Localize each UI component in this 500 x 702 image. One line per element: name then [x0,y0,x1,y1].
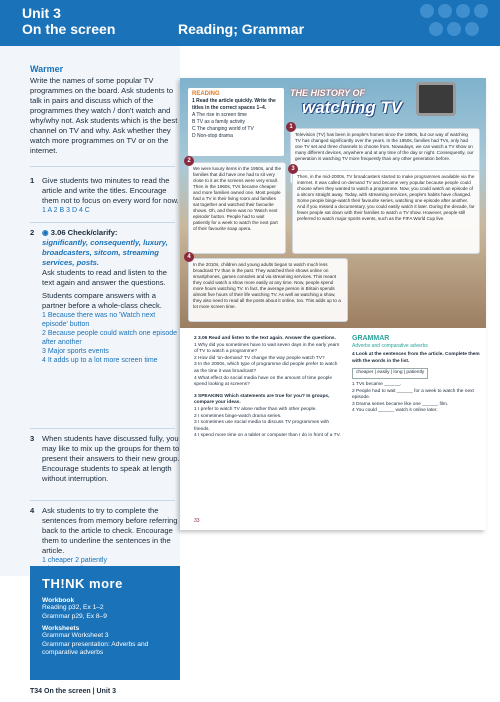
worksheets-label: Worksheets [42,625,80,632]
workbook-line-2: Grammar p29, Ex 8–9 [42,612,107,620]
question-4: 4 What effect do social media have on the amount of time people spend looking at screens? [194,375,333,388]
step-4 [30,506,180,574]
question-3: 3 In the 2000s, which type of programme did people prefer to watch as the time it was broadcast? [194,362,338,374]
step-text: When students have discussed fully, you may like to mix up the groups for them to present their answers to their new group. Encourage students to speak at length without interruption. [42,434,180,483]
question-1: 1 Why did you sometimes have to wait seven days in the early years of TV to watch a programme? [194,342,340,355]
step-text: Give students two minutes to read the article and write the titles. Encourage them not to focus on every word for now. [42,176,179,205]
statement-4: 4 I spend more time on a tablet or computer than I do in front of a TV. [194,433,341,439]
paragraph-4: In the 2010s, children and young adults began to watch much less broadcast TV than in the past. They watched their shows online on smartphones, games consoles and via streaming services. This meant they could watch a show more easily at any time. Now, people spend more hours watching TV. In fact, the average person in Britain spends almost five hours of their life watching TV. As well as watching a show, they also need to read all the posts about it online, too. This adds up to a lot more screen time. [193,262,341,309]
workbook-line-1: Reading p32, Ex 1–2 [42,604,104,611]
reading-task: 1 Read the article quickly. Write the titles in the correct spaces 1–4. [192,98,276,111]
badge-2: 2 [184,156,194,166]
paragraph-4-card [188,258,348,322]
step-number: 1 [30,176,35,185]
reading-heading: READING [192,91,220,97]
word-list: cheaper | easily | long | patiently [352,368,428,379]
warmer-section [30,64,180,156]
unit-number: Unit 3 [22,5,61,21]
grammar-item-1: 1 TVs became ______. [352,381,402,387]
option-c: C The changing world of TV [192,126,254,132]
questions-column [194,336,342,440]
grammar-subheading: Adverbs and comparative adverbs [352,342,428,349]
think-more-title: TH!NK more [42,576,123,591]
page-footer: T34 On the screen | Unit 3 [30,688,116,695]
step-2 [30,228,180,365]
step-number: 2 [30,228,35,237]
section-title: Reading; Grammar [178,21,305,37]
title-line-1: THE HISTORY OF [290,88,366,98]
think-more-box [30,566,180,680]
grammar-item-2: 2 People had to wait ______ for a week to watch the next episode. [352,388,474,401]
step-3 [30,434,180,484]
statement-2: 2 I sometimes binge-watch drama series. [194,413,282,419]
audio-icon[interactable]: ◉ [42,228,49,237]
student-page-number: 33 [194,518,200,524]
grammar-task: 4 Look at the sentences from the article. Complete them with the words in the list. [352,352,480,364]
warmer-text: Write the names of some popular TV programmes on the board. Ask students to talk in pairs and discuss which of the programmes they watch / don't watch and why/why not. Ask students which is the best channel on TV and why. Ask whether they watch more programmes on TV or on the internet. [30,76,178,155]
reading-task-box [188,88,284,156]
question-2: 2 How did 'on-demand' TV change the way people watch TV? [194,355,325,361]
option-d: D Non-stop drama [192,133,233,139]
answer-4: 4 It adds up to a lot more screen time [42,357,158,364]
answer-2: 2 Because people could watch one episode after another [42,330,178,346]
clarify-words: significantly, consequently, luxury, broadcasters, sitcom, streaming services, posts. [42,238,168,267]
badge-1: 1 [286,122,296,132]
worksheets-line-2: Grammar presentation: Adverbs and comparative adverbs [42,640,149,656]
unit-name: On the screen [22,21,116,37]
title-line-2: watching TV [302,98,403,117]
grammar-column [352,336,480,415]
warmer-title: Warmer [30,64,64,74]
audio-track: 3.06 Check/clarify: [50,228,118,237]
tv-icon [416,82,456,116]
exercises-section [180,328,486,530]
divider [30,428,175,429]
paragraph-1: Television (TV) has been in people's homes since the 1950s, but our way of watching TV has changed significantly over the years. In the 1950s, families had TVs, only had one TV set and three channels to choose from. Nowadays, we can watch a TV show on many different devices, anywhere and at any time of the day or night. Consequently, our generation is watching TV more frequently than any other generation before. [295,132,474,161]
paragraph-2-card [188,162,286,254]
speaking-heading: 3 SPEAKING Which statements are true for you? In groups, compare your ideas. [194,393,330,406]
workbook-label: Workbook [42,597,75,604]
option-b: B TV as a family activity [192,119,245,125]
grammar-item-4: 4 You could ______ watch it online later. [352,408,438,414]
paragraph-3-card [292,170,480,254]
grammar-item-3: 3 Drama series became like one ______ film. [352,401,449,407]
student-book-page [180,78,486,530]
step-answers: 1 A 2 B 3 D 4 C [42,207,90,214]
divider [30,222,175,223]
article-photo-background [180,78,486,328]
step-text: Ask students to try to complete the sentences from memory before referring back to the article to check. Encourage them to underline the sentences in the article. [42,506,178,555]
questions-heading: 2 3.06 Read and listen to the text again. Answer the questions. [194,336,336,341]
paragraph-2: We were luxury items in the 1950s, and the families that did have one had to sit very close to it as the screens were very small. Then in the 1960s, TVs became cheaper and more families owned one. Most people had a TV in their living room and families sat together and watched their favourite shows. Oh, and there was no 'Watch next episode' button. People had to wait patiently for a week to watch the next part of their favourite soap opera. [193,166,282,231]
step-1 [30,176,180,215]
option-a: A The rise in screen time [192,112,247,118]
answer-3: 3 Major sports events [42,348,109,355]
paragraph-3: Then, in the mid-2000s, TV broadcasters started to make programmes available via the internet. It was called on-demand TV and became very popular because people could choose when they wanted to watch a programme. Now, you could watch an episode of a sitcom straight away. Today, with streaming services, people's habits have changed. Some people binge-watch their favourite series, watching one episode after another. And if you missed a documentary, you could easily watch it later. During the decade, far fewer people sat down with their families to watch a TV show. However, people still preferred to watch major sports events, such as the FIFA World Cup live. [297,174,475,221]
divider [30,500,175,501]
worksheets-line-1: Grammar Worksheet 3 [42,632,109,639]
statement-1: 1 I prefer to watch TV alone rather than with other people. [194,406,317,412]
grammar-heading: GRAMMAR [352,335,390,342]
statement-3: 3 I sometimes use social media to discuss TV programmes with friends. [194,420,330,432]
answer-1: 1 Because there was no 'Watch next episode' button [42,312,156,328]
step-text: Ask students to read and listen to the text again and answer the questions. [42,268,167,287]
badge-3: 3 [288,164,298,174]
divider [30,166,175,167]
page-header [0,0,500,46]
answer-line-1: 1 cheaper 2 patiently [42,557,107,564]
step-number: 4 [30,506,35,515]
header-decoration [420,4,490,40]
badge-4: 4 [184,252,194,262]
step-number: 3 [30,434,35,443]
step-text-2: Students compare answers with a partner before a whole-class check. [42,291,162,310]
